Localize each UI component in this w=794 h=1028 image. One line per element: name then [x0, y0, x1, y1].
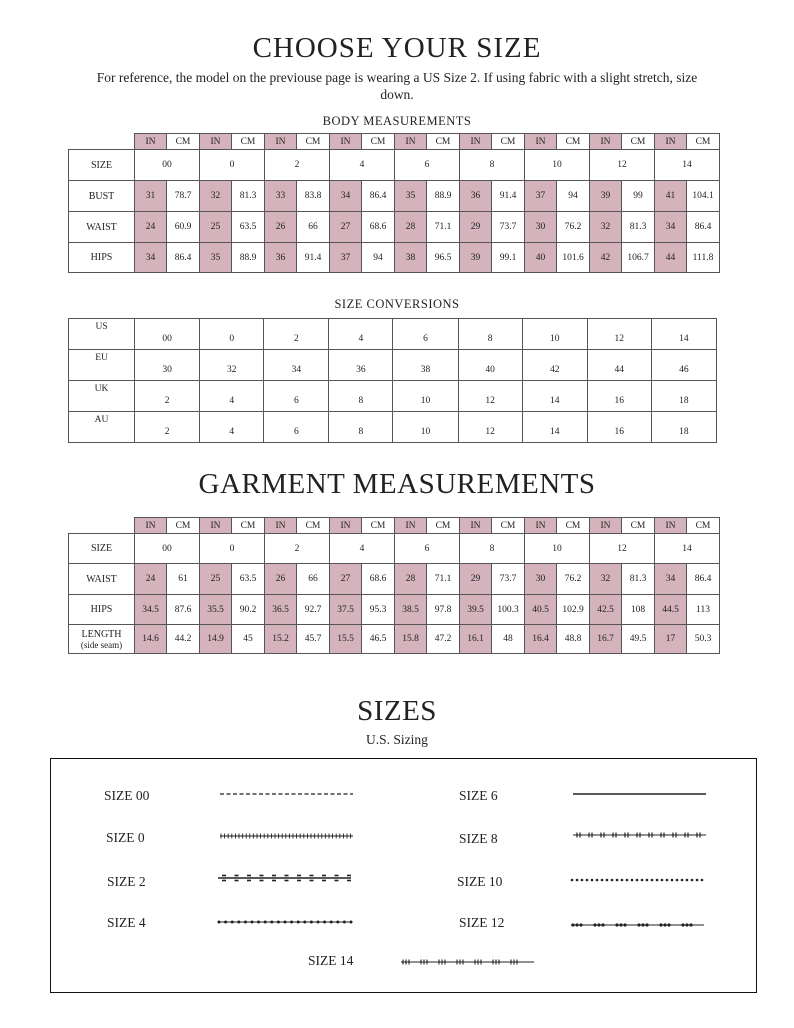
size-header-cell: 14 — [655, 534, 720, 564]
row-label — [69, 243, 135, 273]
conversion-row — [69, 319, 717, 350]
cm-value-cell: 60.9 — [167, 212, 200, 243]
size-header-cell: 10 — [525, 150, 590, 181]
unit-in-header: IN — [135, 134, 167, 150]
size-line-plus — [220, 831, 357, 841]
inch-value-cell: 15.8 — [395, 625, 427, 654]
row-label-text: HIPS — [90, 252, 113, 263]
row-label — [69, 181, 135, 212]
cm-value-cell: 94 — [362, 243, 395, 273]
unit-cm-header: CM — [232, 134, 265, 150]
conversion-value-cell: 6 — [264, 381, 329, 412]
unit-in-header: IN — [655, 134, 687, 150]
table-row — [69, 243, 720, 273]
table-row — [69, 212, 720, 243]
size-legend-label: SIZE 4 — [107, 915, 146, 930]
size-line-solid — [573, 789, 710, 799]
cm-value-cell: 81.3 — [622, 212, 655, 243]
conversion-value-cell: 12 — [458, 412, 522, 443]
inch-value-cell: 15.2 — [265, 625, 297, 654]
row-label — [69, 564, 135, 595]
cm-value-cell: 66 — [297, 564, 330, 595]
cm-value-cell: 50.3 — [687, 625, 720, 654]
size-row — [69, 534, 720, 564]
cm-value-cell: 90.2 — [232, 595, 265, 625]
inch-value-cell: 32 — [590, 212, 622, 243]
cm-value-cell: 113 — [687, 595, 720, 625]
cm-value-cell: 91.4 — [492, 181, 525, 212]
inch-value-cell: 34 — [330, 181, 362, 212]
table-row — [69, 564, 720, 595]
cm-value-cell: 100.3 — [492, 595, 525, 625]
inch-value-cell: 14.9 — [200, 625, 232, 654]
table-row — [69, 181, 720, 212]
cm-value-cell: 83.8 — [297, 181, 330, 212]
conversion-row-label: UK — [69, 381, 135, 412]
inch-value-cell: 16.1 — [460, 625, 492, 654]
cm-value-cell: 104.1 — [687, 181, 720, 212]
inch-value-cell: 36 — [265, 243, 297, 273]
size-header-cell: 2 — [265, 534, 330, 564]
conversion-value-cell: 2 — [135, 381, 200, 412]
cm-value-cell: 86.4 — [167, 243, 200, 273]
conversion-value-cell: 2 — [135, 412, 200, 443]
unit-in-header: IN — [135, 518, 167, 534]
size-line-sparse-cross — [573, 830, 710, 840]
inch-value-cell: 44 — [655, 243, 687, 273]
unit-cm-header: CM — [297, 518, 330, 534]
corner-cell — [69, 134, 135, 150]
unit-in-header: IN — [200, 134, 232, 150]
cm-value-cell: 86.4 — [687, 564, 720, 595]
unit-cm-header: CM — [362, 518, 395, 534]
size-header-cell: 0 — [200, 150, 265, 181]
sizes-subheading: U.S. Sizing — [366, 732, 428, 747]
inch-value-cell: 41 — [655, 181, 687, 212]
cm-value-cell: 45 — [232, 625, 265, 654]
unit-in-header: IN — [460, 518, 492, 534]
inch-value-cell: 28 — [395, 212, 427, 243]
inch-value-cell: 16.4 — [525, 625, 557, 654]
size-header-cell: 00 — [135, 150, 200, 181]
inch-value-cell: 31 — [135, 181, 167, 212]
inch-value-cell: 15.5 — [330, 625, 362, 654]
size-header-cell: 12 — [590, 534, 655, 564]
conversion-value-cell: 8 — [458, 319, 522, 350]
inch-value-cell: 39 — [590, 181, 622, 212]
size-header-cell: 6 — [395, 150, 460, 181]
cm-value-cell: 108 — [622, 595, 655, 625]
size-header-cell: 8 — [460, 150, 525, 181]
unit-cm-header: CM — [167, 518, 200, 534]
row-label-text: WAIST — [86, 221, 117, 233]
conversion-row — [69, 412, 717, 443]
conversion-value-cell: 40 — [458, 350, 522, 381]
cm-value-cell: 92.7 — [297, 595, 330, 625]
inch-value-cell: 32 — [200, 181, 232, 212]
size-line-dashed — [220, 789, 357, 799]
row-label — [69, 212, 135, 243]
size-header-cell: 0 — [200, 534, 265, 564]
conversion-value-cell: 10 — [393, 412, 458, 443]
cm-value-cell: 87.6 — [167, 595, 200, 625]
conversion-row-label: EU — [69, 350, 135, 381]
cm-value-cell: 81.3 — [232, 181, 265, 212]
inch-value-cell: 34 — [655, 564, 687, 595]
size-line-dotted — [571, 875, 708, 885]
cm-value-cell: 94 — [557, 181, 590, 212]
cm-value-cell: 48.8 — [557, 625, 590, 654]
cm-value-cell: 96.5 — [427, 243, 460, 273]
inch-value-cell: 28 — [395, 564, 427, 595]
inch-value-cell: 27 — [330, 564, 362, 595]
row-label-text: WAIST — [86, 573, 117, 585]
conversion-value-cell: 0 — [200, 319, 264, 350]
inch-value-cell: 39.5 — [460, 595, 492, 625]
size-legend-label: SIZE 8 — [459, 831, 498, 846]
unit-in-header: IN — [525, 134, 557, 150]
page-title: CHOOSE YOUR SIZE — [252, 32, 542, 64]
conversion-value-cell: 4 — [329, 319, 393, 350]
cm-value-cell: 49.5 — [622, 625, 655, 654]
garment-measurements-heading: GARMENT MEASUREMENTS — [198, 468, 596, 500]
unit-cm-header: CM — [297, 134, 330, 150]
intro-text: For reference, the model on the previouse page is wearing a US Size 2. If using fabric with a slight stretch, size down. — [96, 70, 698, 102]
conversion-value-cell: 14 — [522, 412, 587, 443]
unit-in-header: IN — [460, 134, 492, 150]
unit-in-header: IN — [395, 518, 427, 534]
unit-in-header: IN — [655, 518, 687, 534]
inch-value-cell: 24 — [135, 564, 167, 595]
size-line-dot-line — [218, 917, 355, 927]
conversion-value-cell: 46 — [651, 350, 716, 381]
conversion-value-cell: 18 — [651, 381, 716, 412]
size-line-dash-dot — [218, 873, 355, 883]
conversion-value-cell: 32 — [200, 350, 264, 381]
conversion-value-cell: 6 — [264, 412, 329, 443]
conversion-row — [69, 381, 717, 412]
inch-value-cell: 37.5 — [330, 595, 362, 625]
cm-value-cell: 71.1 — [427, 212, 460, 243]
conversion-value-cell: 4 — [200, 412, 264, 443]
unit-cm-header: CM — [427, 134, 460, 150]
inch-value-cell: 37 — [330, 243, 362, 273]
inch-value-cell: 14.6 — [135, 625, 167, 654]
size-row — [69, 150, 720, 181]
cm-value-cell: 45.7 — [297, 625, 330, 654]
conversion-value-cell: 34 — [264, 350, 329, 381]
unit-cm-header: CM — [167, 134, 200, 150]
cm-value-cell: 78.7 — [167, 181, 200, 212]
unit-cm-header: CM — [427, 518, 460, 534]
size-line-grouped-ticks — [401, 957, 538, 967]
conversion-value-cell: 14 — [651, 319, 716, 350]
inch-value-cell: 33 — [265, 181, 297, 212]
size-header-cell: 14 — [655, 150, 720, 181]
cm-value-cell: 73.7 — [492, 212, 525, 243]
unit-in-header: IN — [330, 518, 362, 534]
size-row-label: SIZE — [69, 150, 135, 181]
size-header-cell: 4 — [330, 150, 395, 181]
inch-value-cell: 17 — [655, 625, 687, 654]
cm-value-cell: 68.6 — [362, 212, 395, 243]
row-label — [69, 625, 135, 654]
size-header-cell: 00 — [135, 534, 200, 564]
conversion-row — [69, 350, 717, 381]
cm-value-cell: 88.9 — [232, 243, 265, 273]
size-legend-label: SIZE 6 — [459, 788, 498, 803]
cm-value-cell: 106.7 — [622, 243, 655, 273]
cm-value-cell: 76.2 — [557, 212, 590, 243]
conversion-value-cell: 36 — [329, 350, 393, 381]
cm-value-cell: 76.2 — [557, 564, 590, 595]
conversion-value-cell: 30 — [135, 350, 200, 381]
cm-value-cell: 97.8 — [427, 595, 460, 625]
unit-cm-header: CM — [492, 518, 525, 534]
inch-value-cell: 40 — [525, 243, 557, 273]
conversion-value-cell: 4 — [200, 381, 264, 412]
row-label-text: HIPS — [90, 604, 113, 615]
size-legend-label: SIZE 14 — [308, 953, 354, 968]
unit-cm-header: CM — [687, 518, 720, 534]
garment-measurements-table — [68, 517, 720, 654]
cm-value-cell: 63.5 — [232, 564, 265, 595]
table-row — [69, 595, 720, 625]
row-label-text: LENGTH — [81, 628, 122, 640]
size-row-label: SIZE — [69, 534, 135, 564]
size-legend-label: SIZE 12 — [459, 915, 505, 930]
inch-value-cell: 34.5 — [135, 595, 167, 625]
inch-value-cell: 16.7 — [590, 625, 622, 654]
conversion-value-cell: 12 — [587, 319, 651, 350]
inch-value-cell: 42.5 — [590, 595, 622, 625]
inch-value-cell: 35 — [395, 181, 427, 212]
cm-value-cell: 68.6 — [362, 564, 395, 595]
cm-value-cell: 66 — [297, 212, 330, 243]
conversion-value-cell: 2 — [264, 319, 329, 350]
unit-in-header: IN — [590, 134, 622, 150]
conversion-value-cell: 10 — [522, 319, 587, 350]
corner-cell — [69, 518, 135, 534]
unit-header-row — [69, 134, 720, 150]
cm-value-cell: 86.4 — [687, 212, 720, 243]
row-label-subtext: (side seam) — [80, 639, 123, 650]
inch-value-cell: 30 — [525, 564, 557, 595]
unit-cm-header: CM — [622, 134, 655, 150]
row-label — [69, 595, 135, 625]
size-header-cell: 6 — [395, 534, 460, 564]
inch-value-cell: 44.5 — [655, 595, 687, 625]
unit-cm-header: CM — [622, 518, 655, 534]
conversion-value-cell: 00 — [135, 319, 200, 350]
size-legend-label: SIZE 2 — [107, 874, 146, 889]
size-header-cell: 2 — [265, 150, 330, 181]
cm-value-cell: 101.6 — [557, 243, 590, 273]
cm-value-cell: 95.3 — [362, 595, 395, 625]
conversion-value-cell: 6 — [393, 319, 458, 350]
conversion-value-cell: 12 — [458, 381, 522, 412]
inch-value-cell: 26 — [265, 212, 297, 243]
inch-value-cell: 29 — [460, 564, 492, 595]
inch-value-cell: 37 — [525, 181, 557, 212]
conversion-row-label: US — [69, 319, 135, 350]
size-header-cell: 8 — [460, 534, 525, 564]
cm-value-cell: 111.8 — [687, 243, 720, 273]
unit-cm-header: CM — [687, 134, 720, 150]
row-label-text: BUST — [88, 190, 115, 202]
cm-value-cell: 81.3 — [622, 564, 655, 595]
inch-value-cell: 35.5 — [200, 595, 232, 625]
cm-value-cell: 102.9 — [557, 595, 590, 625]
cm-value-cell: 44.2 — [167, 625, 200, 654]
cm-value-cell: 61 — [167, 564, 200, 595]
unit-in-header: IN — [330, 134, 362, 150]
inch-value-cell: 42 — [590, 243, 622, 273]
size-conversions-table — [68, 318, 717, 443]
cm-value-cell: 63.5 — [232, 212, 265, 243]
conversion-value-cell: 10 — [393, 381, 458, 412]
unit-in-header: IN — [200, 518, 232, 534]
unit-in-header: IN — [525, 518, 557, 534]
conversion-value-cell: 8 — [329, 412, 393, 443]
inch-value-cell: 35 — [200, 243, 232, 273]
unit-cm-header: CM — [557, 134, 590, 150]
cm-value-cell: 46.5 — [362, 625, 395, 654]
cm-value-cell: 88.9 — [427, 181, 460, 212]
cm-value-cell: 73.7 — [492, 564, 525, 595]
size-legend-label: SIZE 10 — [457, 874, 503, 889]
conversion-row-label: AU — [69, 412, 135, 443]
size-conversions-heading: SIZE CONVERSIONS — [334, 297, 460, 311]
inch-value-cell: 39 — [460, 243, 492, 273]
inch-value-cell: 25 — [200, 212, 232, 243]
unit-in-header: IN — [590, 518, 622, 534]
inch-value-cell: 38.5 — [395, 595, 427, 625]
inch-value-cell: 34 — [135, 243, 167, 273]
unit-cm-header: CM — [557, 518, 590, 534]
unit-cm-header: CM — [362, 134, 395, 150]
size-legend-label: SIZE 0 — [106, 830, 145, 845]
cm-value-cell: 91.4 — [297, 243, 330, 273]
unit-in-header: IN — [395, 134, 427, 150]
conversion-value-cell: 16 — [587, 412, 651, 443]
cm-value-cell: 71.1 — [427, 564, 460, 595]
inch-value-cell: 29 — [460, 212, 492, 243]
inch-value-cell: 24 — [135, 212, 167, 243]
inch-value-cell: 26 — [265, 564, 297, 595]
inch-value-cell: 34 — [655, 212, 687, 243]
inch-value-cell: 40.5 — [525, 595, 557, 625]
table-row — [69, 625, 720, 654]
body-measurements-heading: BODY MEASUREMENTS — [322, 114, 472, 128]
cm-value-cell: 47.2 — [427, 625, 460, 654]
size-line-grouped-dots — [571, 920, 708, 930]
conversion-value-cell: 44 — [587, 350, 651, 381]
conversion-value-cell: 18 — [651, 412, 716, 443]
cm-value-cell: 99 — [622, 181, 655, 212]
inch-value-cell: 30 — [525, 212, 557, 243]
inch-value-cell: 27 — [330, 212, 362, 243]
unit-in-header: IN — [265, 518, 297, 534]
unit-in-header: IN — [265, 134, 297, 150]
unit-cm-header: CM — [232, 518, 265, 534]
body-measurements-table — [68, 133, 720, 273]
size-header-cell: 10 — [525, 534, 590, 564]
inch-value-cell: 36 — [460, 181, 492, 212]
cm-value-cell: 99.1 — [492, 243, 525, 273]
conversion-value-cell: 14 — [522, 381, 587, 412]
size-legend-label: SIZE 00 — [104, 788, 150, 803]
cm-value-cell: 86.4 — [362, 181, 395, 212]
inch-value-cell: 25 — [200, 564, 232, 595]
conversion-value-cell: 8 — [329, 381, 393, 412]
size-header-cell: 12 — [590, 150, 655, 181]
conversion-value-cell: 16 — [587, 381, 651, 412]
inch-value-cell: 32 — [590, 564, 622, 595]
inch-value-cell: 36.5 — [265, 595, 297, 625]
conversion-value-cell: 42 — [522, 350, 587, 381]
unit-header-row — [69, 518, 720, 534]
unit-cm-header: CM — [492, 134, 525, 150]
inch-value-cell: 38 — [395, 243, 427, 273]
cm-value-cell: 48 — [492, 625, 525, 654]
sizes-heading: SIZES — [357, 695, 437, 727]
size-header-cell: 4 — [330, 534, 395, 564]
conversion-value-cell: 38 — [393, 350, 458, 381]
